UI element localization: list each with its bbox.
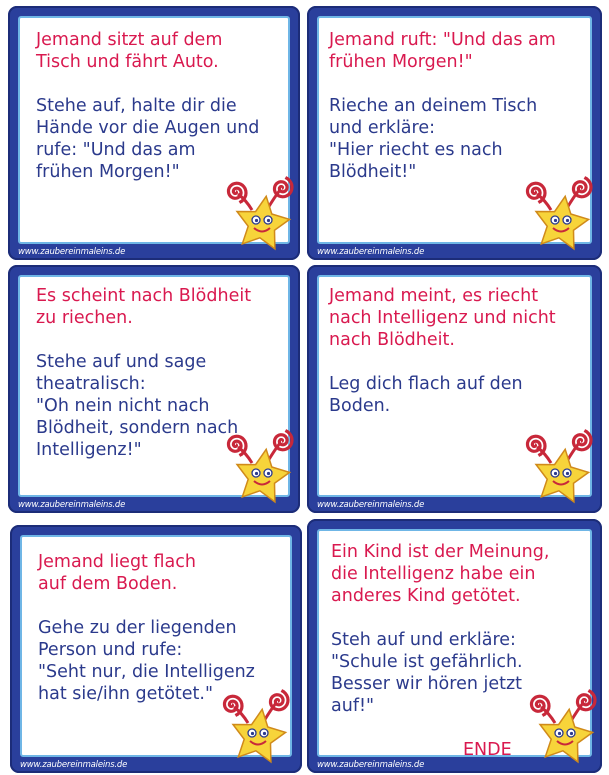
end-label: ENDE: [463, 740, 512, 757]
card-6: [307, 519, 602, 773]
star-mascot-icon: [521, 174, 599, 252]
card-5-prompt: Jemand liegt flach auf dem Boden.: [38, 552, 196, 594]
card-6-action: Steh auf und erkläre: "Schule ist gefährlich. Besser wir hören jetzt auf!": [331, 630, 523, 716]
card-4-prompt: Jemand meint, es riecht nach Intelligenz und nicht nach Blödheit.: [329, 286, 556, 350]
card-2: [307, 6, 602, 260]
card-1-action: Stehe auf, halte dir die Hände vor die Augen und rufe: "Und das am frühen Morgen!": [36, 96, 260, 182]
card-3: [8, 265, 300, 513]
card-5-action: Gehe zu der liegenden Person und rufe: "Seht nur, die Intelligenz hat sie/ihn getötet.": [38, 618, 255, 704]
card-3-footer: www.zaubereinmaleins.de: [18, 500, 126, 510]
card-2-prompt: Jemand ruft: "Und das am frühen Morgen!": [329, 30, 556, 72]
card-3-action: Stehe auf und sage theatralisch: "Oh nein nicht nach Blödheit, sondern nach Intelligenz!": [36, 352, 239, 460]
star-mascot-icon: [222, 427, 300, 505]
star-mascot-icon: [521, 427, 599, 505]
star-mascot-icon: [218, 687, 296, 765]
card-1: [8, 6, 300, 260]
star-mascot-icon: [525, 687, 603, 765]
card-3-prompt: Es scheint nach Blödheit zu riechen.: [36, 286, 252, 328]
card-1-footer: www.zaubereinmaleins.de: [18, 247, 126, 257]
card-1-prompt: Jemand sitzt auf dem Tisch und fährt Auto.: [36, 30, 223, 72]
card-4-footer: www.zaubereinmaleins.de: [317, 500, 425, 510]
card-4-action: Leg dich flach auf den Boden.: [329, 374, 523, 416]
card-5-footer: www.zaubereinmaleins.de: [20, 760, 128, 770]
card-4: [307, 265, 602, 513]
card-2-action: Rieche an deinem Tisch und erkläre: "Hier riecht es nach Blödheit!": [329, 96, 538, 182]
card-6-prompt: Ein Kind ist der Meinung, die Intelligenz habe ein anderes Kind getötet.: [331, 542, 550, 606]
card-6-footer: www.zaubereinmaleins.de: [317, 760, 425, 770]
card-5: [10, 525, 302, 773]
star-mascot-icon: [222, 174, 300, 252]
card-2-footer: www.zaubereinmaleins.de: [317, 247, 425, 257]
